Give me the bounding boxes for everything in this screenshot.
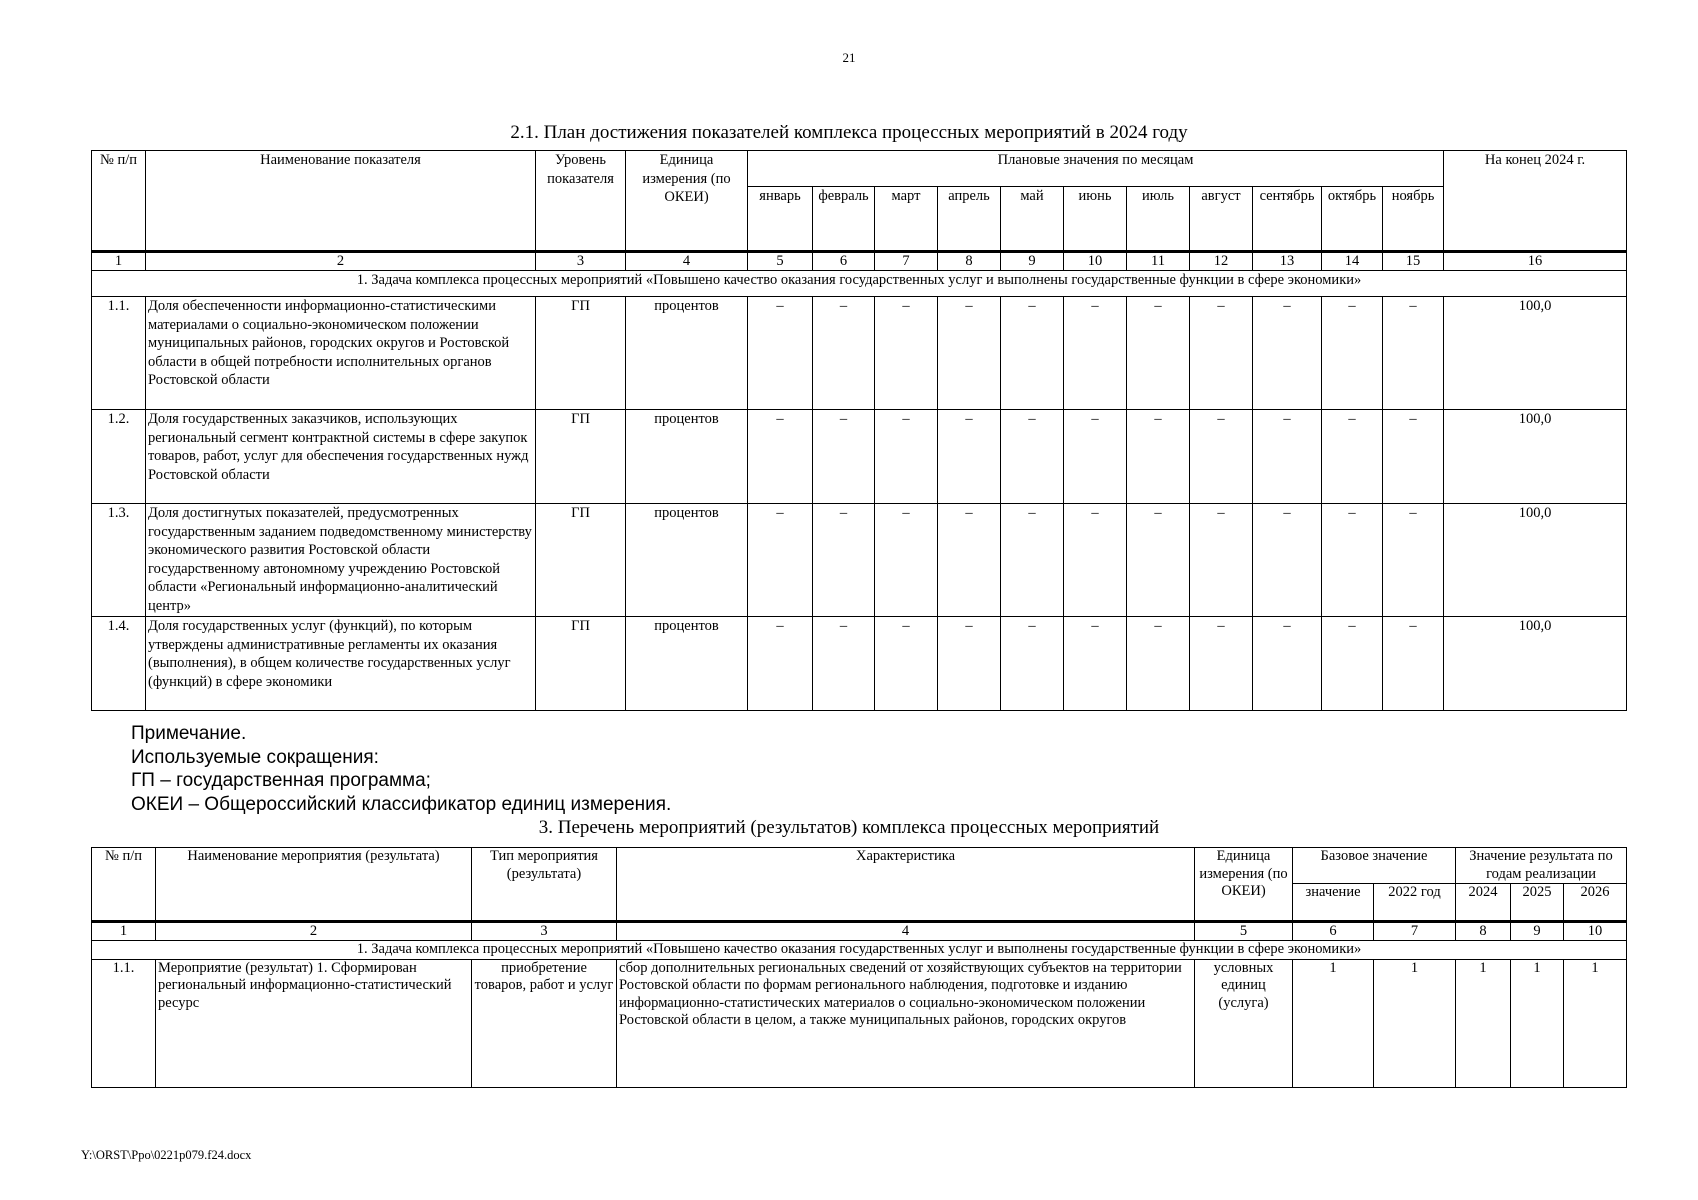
month-value: – xyxy=(1190,410,1253,504)
column-number: 8 xyxy=(938,252,1001,271)
column-number: 2 xyxy=(146,252,536,271)
table-row xyxy=(92,504,1627,617)
header-month: сентябрь xyxy=(1253,187,1322,252)
indicator-level: ГП xyxy=(536,297,626,410)
month-value: – xyxy=(1064,297,1127,410)
header-year: 2026 xyxy=(1564,884,1627,922)
month-value: – xyxy=(1253,410,1322,504)
month-value: – xyxy=(748,297,813,410)
measure-unit: условных единиц (услуга) xyxy=(1195,959,1293,1087)
month-value: – xyxy=(1001,617,1064,711)
table2-caption: 3. Перечень мероприятий (результатов) комплекса процессных мероприятий xyxy=(538,817,1160,838)
month-value: – xyxy=(1322,504,1383,617)
month-value: – xyxy=(1064,617,1127,711)
abbreviations-title: Используемые сокращения: xyxy=(131,746,379,768)
abbreviation-item: ГП – государственная программа; xyxy=(131,770,431,791)
month-value: – xyxy=(748,504,813,617)
column-number: 16 xyxy=(1444,252,1627,271)
table-row xyxy=(92,410,1627,504)
abbreviation-item: ОКЕИ – Общероссийский классификатор единиц измерения. xyxy=(131,793,672,815)
month-value: – xyxy=(1127,504,1190,617)
task-row: 1. Задача комплекса процессных мероприятий «Повышено качество оказания государственных услуг и выполнены государственные функции в сфере экономики» xyxy=(92,271,1627,297)
year-value: 1 xyxy=(1511,959,1564,1087)
column-number: 10 xyxy=(1064,252,1127,271)
column-number: 14 xyxy=(1322,252,1383,271)
year-value: 1 xyxy=(1564,959,1627,1087)
header-unit: Единица измерения (по ОКЕИ) xyxy=(1195,848,1293,922)
month-value: – xyxy=(813,504,875,617)
header-month: март xyxy=(875,187,938,252)
indicator-name: Доля государственных заказчиков, использующих региональный сегмент контрактной системы в сфере закупок товаров, работ, услуг для обеспечения государственных нужд Ростовской области xyxy=(146,410,536,504)
header-month: июль xyxy=(1127,187,1190,252)
column-number: 7 xyxy=(1374,922,1456,941)
month-value: – xyxy=(1190,617,1253,711)
measure-name: Мероприятие (результат) 1. Сформирован региональный информационно-статистический ресурс xyxy=(156,959,472,1087)
column-number: 2 xyxy=(156,922,472,941)
month-value: – xyxy=(1190,297,1253,410)
header-month: январь xyxy=(748,187,813,252)
month-value: – xyxy=(748,617,813,711)
header-measure-name: Наименование мероприятия (результата) xyxy=(156,848,472,922)
column-number: 3 xyxy=(472,922,617,941)
base-year-value: 1 xyxy=(1374,959,1456,1087)
column-number: 6 xyxy=(813,252,875,271)
header-month: октябрь xyxy=(1322,187,1383,252)
header-end-of-year: На конец 2024 г. xyxy=(1444,151,1627,252)
base-value: 1 xyxy=(1293,959,1374,1087)
table-row xyxy=(92,959,1627,1087)
month-value: – xyxy=(1127,617,1190,711)
indicator-plan-table xyxy=(91,150,1627,711)
header-month: май xyxy=(1001,187,1064,252)
header-month: ноябрь xyxy=(1383,187,1444,252)
header-num: № п/п xyxy=(92,151,146,252)
month-value: – xyxy=(1383,297,1444,410)
indicator-name: Доля достигнутых показателей, предусмотренных государственным заданием подведомственному министерству экономического развития Ростовской области государственному автономному учреждению Ростовской области «Региональный информационно-аналитический центр» xyxy=(146,504,536,617)
indicator-name: Доля государственных услуг (функций), по которым утверждены административные регламенты их оказания (выполнения), в общем количестве государственных услуг (функций) в сфере экономики xyxy=(146,617,536,711)
header-year: 2024 xyxy=(1456,884,1511,922)
table1-caption: 2.1. План достижения показателей комплекса процессных мероприятий в 2024 году xyxy=(510,122,1188,143)
column-number: 10 xyxy=(1564,922,1627,941)
month-value: – xyxy=(1064,410,1127,504)
end-of-year-value: 100,0 xyxy=(1444,297,1627,410)
month-value: – xyxy=(875,297,938,410)
header-base-year: 2022 год xyxy=(1374,884,1456,922)
month-value: – xyxy=(938,617,1001,711)
month-value: – xyxy=(1001,297,1064,410)
month-value: – xyxy=(1322,297,1383,410)
column-number: 8 xyxy=(1456,922,1511,941)
column-number: 4 xyxy=(626,252,748,271)
indicator-unit: процентов xyxy=(626,504,748,617)
header-base-value-value: значение xyxy=(1293,884,1374,922)
table-row xyxy=(92,297,1627,410)
row-num: 1.4. xyxy=(92,617,146,711)
header-measure-type: Тип мероприятия (результата) xyxy=(472,848,617,922)
indicator-name: Доля обеспеченности информационно-статистическими материалами о социально-экономическом положении муниципальных районов, городских округов и Ростовской области в общей потребности исполнительных органов Ростовской области xyxy=(146,297,536,410)
header-level: Уровень показателя xyxy=(536,151,626,252)
column-number: 12 xyxy=(1190,252,1253,271)
header-result-by-year: Значение результата по годам реализации xyxy=(1456,848,1627,884)
header-month: август xyxy=(1190,187,1253,252)
indicator-level: ГП xyxy=(536,617,626,711)
month-value: – xyxy=(875,504,938,617)
month-value: – xyxy=(938,504,1001,617)
month-value: – xyxy=(938,410,1001,504)
month-value: – xyxy=(1253,504,1322,617)
header-month: июнь xyxy=(1064,187,1127,252)
measure-characteristic: сбор дополнительных региональных сведений от хозяйствующих субъектов на территории Ростовской области по формам регионального наблюдения, подготовке и изданию информационно-статистических материалов о социально-экономическом положении Ростовской области в целом, а также муниципальных районов, городских округов xyxy=(617,959,1195,1087)
column-number: 4 xyxy=(617,922,1195,941)
header-month: апрель xyxy=(938,187,1001,252)
month-value: – xyxy=(1253,297,1322,410)
column-number: 13 xyxy=(1253,252,1322,271)
table-row xyxy=(92,617,1627,711)
month-value: – xyxy=(1127,410,1190,504)
task-row: 1. Задача комплекса процессных мероприятий «Повышено качество оказания государственных услуг и выполнены государственные функции в сфере экономики» xyxy=(92,941,1627,960)
column-number: 15 xyxy=(1383,252,1444,271)
header-indicator-name: Наименование показателя xyxy=(146,151,536,252)
notes-block xyxy=(131,722,671,816)
month-value: – xyxy=(1001,410,1064,504)
month-value: – xyxy=(813,410,875,504)
header-base-value: Базовое значение xyxy=(1293,848,1456,884)
month-value: – xyxy=(1190,504,1253,617)
column-number: 9 xyxy=(1001,252,1064,271)
month-value: – xyxy=(1383,504,1444,617)
column-number: 11 xyxy=(1127,252,1190,271)
month-value: – xyxy=(1064,504,1127,617)
month-value: – xyxy=(875,410,938,504)
indicator-unit: процентов xyxy=(626,410,748,504)
month-value: – xyxy=(1383,617,1444,711)
column-number: 9 xyxy=(1511,922,1564,941)
measures-list-table xyxy=(91,847,1627,1088)
month-value: – xyxy=(1127,297,1190,410)
month-value: – xyxy=(1322,410,1383,504)
page-number: 21 xyxy=(842,50,856,65)
header-month: февраль xyxy=(813,187,875,252)
month-value: – xyxy=(813,617,875,711)
month-value: – xyxy=(1322,617,1383,711)
month-value: – xyxy=(938,297,1001,410)
column-number: 5 xyxy=(1195,922,1293,941)
header-year: 2025 xyxy=(1511,884,1564,922)
column-number: 1 xyxy=(92,252,146,271)
column-number: 5 xyxy=(748,252,813,271)
header-unit: Единица измерения (по ОКЕИ) xyxy=(626,151,748,252)
column-number: 1 xyxy=(92,922,156,941)
month-value: – xyxy=(1383,410,1444,504)
month-value: – xyxy=(875,617,938,711)
month-value: – xyxy=(1001,504,1064,617)
end-of-year-value: 100,0 xyxy=(1444,617,1627,711)
column-number: 3 xyxy=(536,252,626,271)
end-of-year-value: 100,0 xyxy=(1444,504,1627,617)
header-monthly: Плановые значения по месяцам xyxy=(748,151,1444,187)
column-number: 6 xyxy=(1293,922,1374,941)
header-characteristic: Характеристика xyxy=(617,848,1195,922)
row-num: 1.3. xyxy=(92,504,146,617)
indicator-level: ГП xyxy=(536,410,626,504)
row-num: 1.2. xyxy=(92,410,146,504)
row-num: 1.1. xyxy=(92,297,146,410)
measure-type: приобретение товаров, работ и услуг xyxy=(472,959,617,1087)
footer-file-path: Y:\ORST\Ppo\0221p079.f24.docx xyxy=(81,1148,252,1162)
year-value: 1 xyxy=(1456,959,1511,1087)
month-value: – xyxy=(748,410,813,504)
month-value: – xyxy=(1253,617,1322,711)
notes-title: Примечание. xyxy=(131,723,247,744)
row-num: 1.1. xyxy=(92,959,156,1087)
column-number: 7 xyxy=(875,252,938,271)
indicator-unit: процентов xyxy=(626,297,748,410)
indicator-level: ГП xyxy=(536,504,626,617)
indicator-unit: процентов xyxy=(626,617,748,711)
header-num: № п/п xyxy=(92,848,156,922)
month-value: – xyxy=(813,297,875,410)
end-of-year-value: 100,0 xyxy=(1444,410,1627,504)
